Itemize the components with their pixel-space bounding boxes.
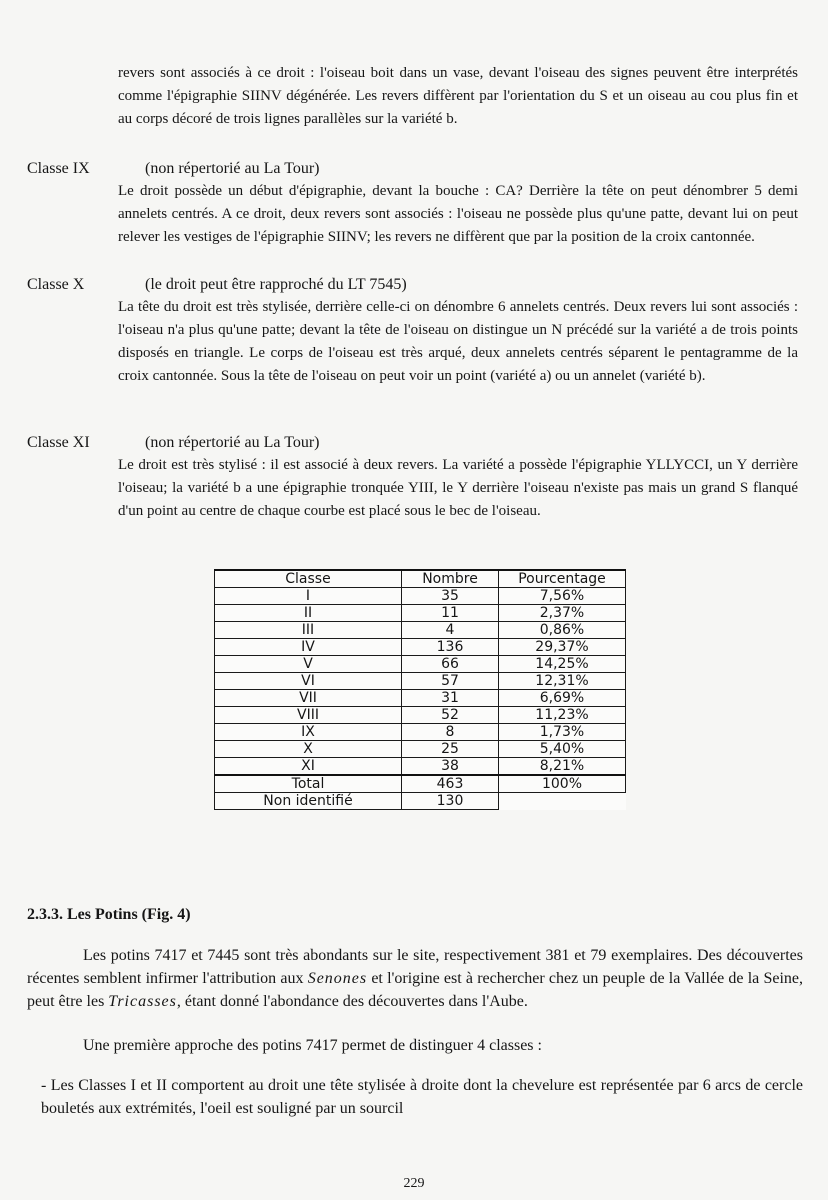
- potins-paragraph-3: - Les Classes I et II comportent au droit une tête stylisée à droite dont la chevelure est représentée par 6 arcs de cercle bouletés aux extrémités, l'oeil est souligné par un sourcil: [41, 1077, 803, 1117]
- table-row: [215, 673, 626, 690]
- total-label: Total: [215, 775, 402, 793]
- class-ix-text: Le droit possède un début d'épigraphie, devant la bouche : CA? Derrière la tête on peut dénombrer 5 demi annelets centrés. A ce droit, deux revers sont associés : l'oiseau ne possède plus qu'une patte, devant lui on peut relever les vestiges de l'épigraphie SIINV; les revers ne diffèrent que par la position de la croix cantonnée.: [118, 183, 798, 245]
- table-row: [215, 656, 626, 673]
- total-percent: 100%: [499, 775, 626, 793]
- class-x-note: (le droit peut être rapproché du LT 7545): [145, 276, 407, 293]
- row-count: 8: [402, 724, 499, 741]
- row-percent: 11,23%: [499, 707, 626, 724]
- table-row: [215, 690, 626, 707]
- row-percent: 1,73%: [499, 724, 626, 741]
- row-count: 4: [402, 622, 499, 639]
- header-nombre: Nombre: [402, 570, 499, 588]
- p1-tricasses: Tricasses: [108, 993, 177, 1010]
- total-count: 463: [402, 775, 499, 793]
- p1-part-b: et l'origine est à rechercher chez un peuple de la Vallée de la Seine, peut être les: [27, 970, 803, 1010]
- page-number: 229: [403, 1176, 425, 1191]
- row-percent: 2,37%: [499, 605, 626, 622]
- row-count: 38: [402, 758, 499, 776]
- header-classe: Classe: [215, 570, 402, 588]
- table-row: [215, 622, 626, 639]
- row-class: IV: [215, 639, 402, 656]
- table-row: [215, 588, 626, 605]
- class-xi-name: Classe XI: [27, 434, 90, 451]
- row-count: 136: [402, 639, 499, 656]
- class-xi-heading: [27, 433, 320, 453]
- row-class: I: [215, 588, 402, 605]
- row-class: IX: [215, 724, 402, 741]
- class-xi-note: (non répertorié au La Tour): [145, 434, 320, 451]
- row-count: 11: [402, 605, 499, 622]
- row-count: 35: [402, 588, 499, 605]
- row-class: II: [215, 605, 402, 622]
- row-percent: 7,56%: [499, 588, 626, 605]
- row-class: VI: [215, 673, 402, 690]
- row-count: 57: [402, 673, 499, 690]
- table-row: [215, 605, 626, 622]
- class-x-name: Classe X: [27, 276, 85, 293]
- intro-paragraph: revers sont associés à ce droit : l'oiseau boit dans un vase, devant l'oiseau des signes peuvent être interprétés comme l'épigraphie SIINV dégénérée. Les revers diffèrent par l'orientation du S et un oiseau au cou plus fin et au corps décoré de trois lignes parallèles sur la variété b.: [118, 65, 798, 127]
- row-class: VII: [215, 690, 402, 707]
- table-header-row: [215, 570, 626, 588]
- table-total-row: [215, 775, 626, 793]
- p1-part-c: , étant donné l'abondance des découvertes dans l'Aube.: [176, 993, 528, 1010]
- table-row: [215, 707, 626, 724]
- table-unidentified-row: [215, 793, 626, 810]
- table-row: [215, 758, 626, 776]
- row-percent: 12,31%: [499, 673, 626, 690]
- row-percent: 6,69%: [499, 690, 626, 707]
- class-count-table: [214, 569, 626, 810]
- class-x-heading: [27, 275, 407, 295]
- row-class: V: [215, 656, 402, 673]
- class-xi-text: Le droit est très stylisé : il est associé à deux revers. La variété a possède l'épigraphie YLLYCCI, un Y derrière l'oiseau; la variété b a une épigraphie tronquée YIII, le Y derrière l'oiseau n'existe pas mais un grand S flanqué d'un point au centre de chaque courbe est placé sous le bec de l'oiseau.: [118, 457, 798, 519]
- table-row: [215, 724, 626, 741]
- p1-part-a: Les potins 7417 et 7445 sont très abondants sur le site, respectivement 381 et 79 exemplaires. Des découvertes récentes semblent infirmer l'attribution aux: [27, 947, 803, 987]
- row-percent: 0,86%: [499, 622, 626, 639]
- class-ix-heading: [27, 159, 320, 179]
- row-class: VIII: [215, 707, 402, 724]
- unidentified-label: Non identifié: [215, 793, 402, 810]
- header-pourcentage: Pourcentage: [499, 570, 626, 588]
- row-class: XI: [215, 758, 402, 776]
- empty-cell: [499, 793, 626, 810]
- section-heading: 2.3.3. Les Potins (Fig. 4): [27, 906, 191, 923]
- class-ix-name: Classe IX: [27, 160, 90, 177]
- potins-paragraph-2: Une première approche des potins 7417 permet de distinguer 4 classes :: [83, 1037, 542, 1054]
- row-percent: 8,21%: [499, 758, 626, 776]
- unidentified-count: 130: [402, 793, 499, 810]
- row-class: III: [215, 622, 402, 639]
- potins-paragraph-1: [27, 944, 803, 1013]
- row-class: X: [215, 741, 402, 758]
- row-percent: 29,37%: [499, 639, 626, 656]
- table-row: [215, 741, 626, 758]
- row-count: 25: [402, 741, 499, 758]
- table-row: [215, 639, 626, 656]
- row-count: 66: [402, 656, 499, 673]
- row-percent: 5,40%: [499, 741, 626, 758]
- row-percent: 14,25%: [499, 656, 626, 673]
- row-count: 31: [402, 690, 499, 707]
- p1-senones: Senones: [307, 970, 368, 987]
- class-x-text: La tête du droit est très stylisée, derrière celle-ci on dénombre 6 annelets centrés. Deux revers lui sont associés : l'oiseau n'a plus qu'une patte; devant la tête de l'oiseau on distingue un N précédé sur la variété a de trois points disposés en triangle. Le corps de l'oiseau est très arqué, deux annelets centrés séparent le pentagramme de la croix cantonnée. Sous la tête de l'oiseau on peut voir un point (variété a) ou un annelet (variété b).: [118, 299, 798, 384]
- row-count: 52: [402, 707, 499, 724]
- class-ix-note: (non répertorié au La Tour): [145, 160, 320, 177]
